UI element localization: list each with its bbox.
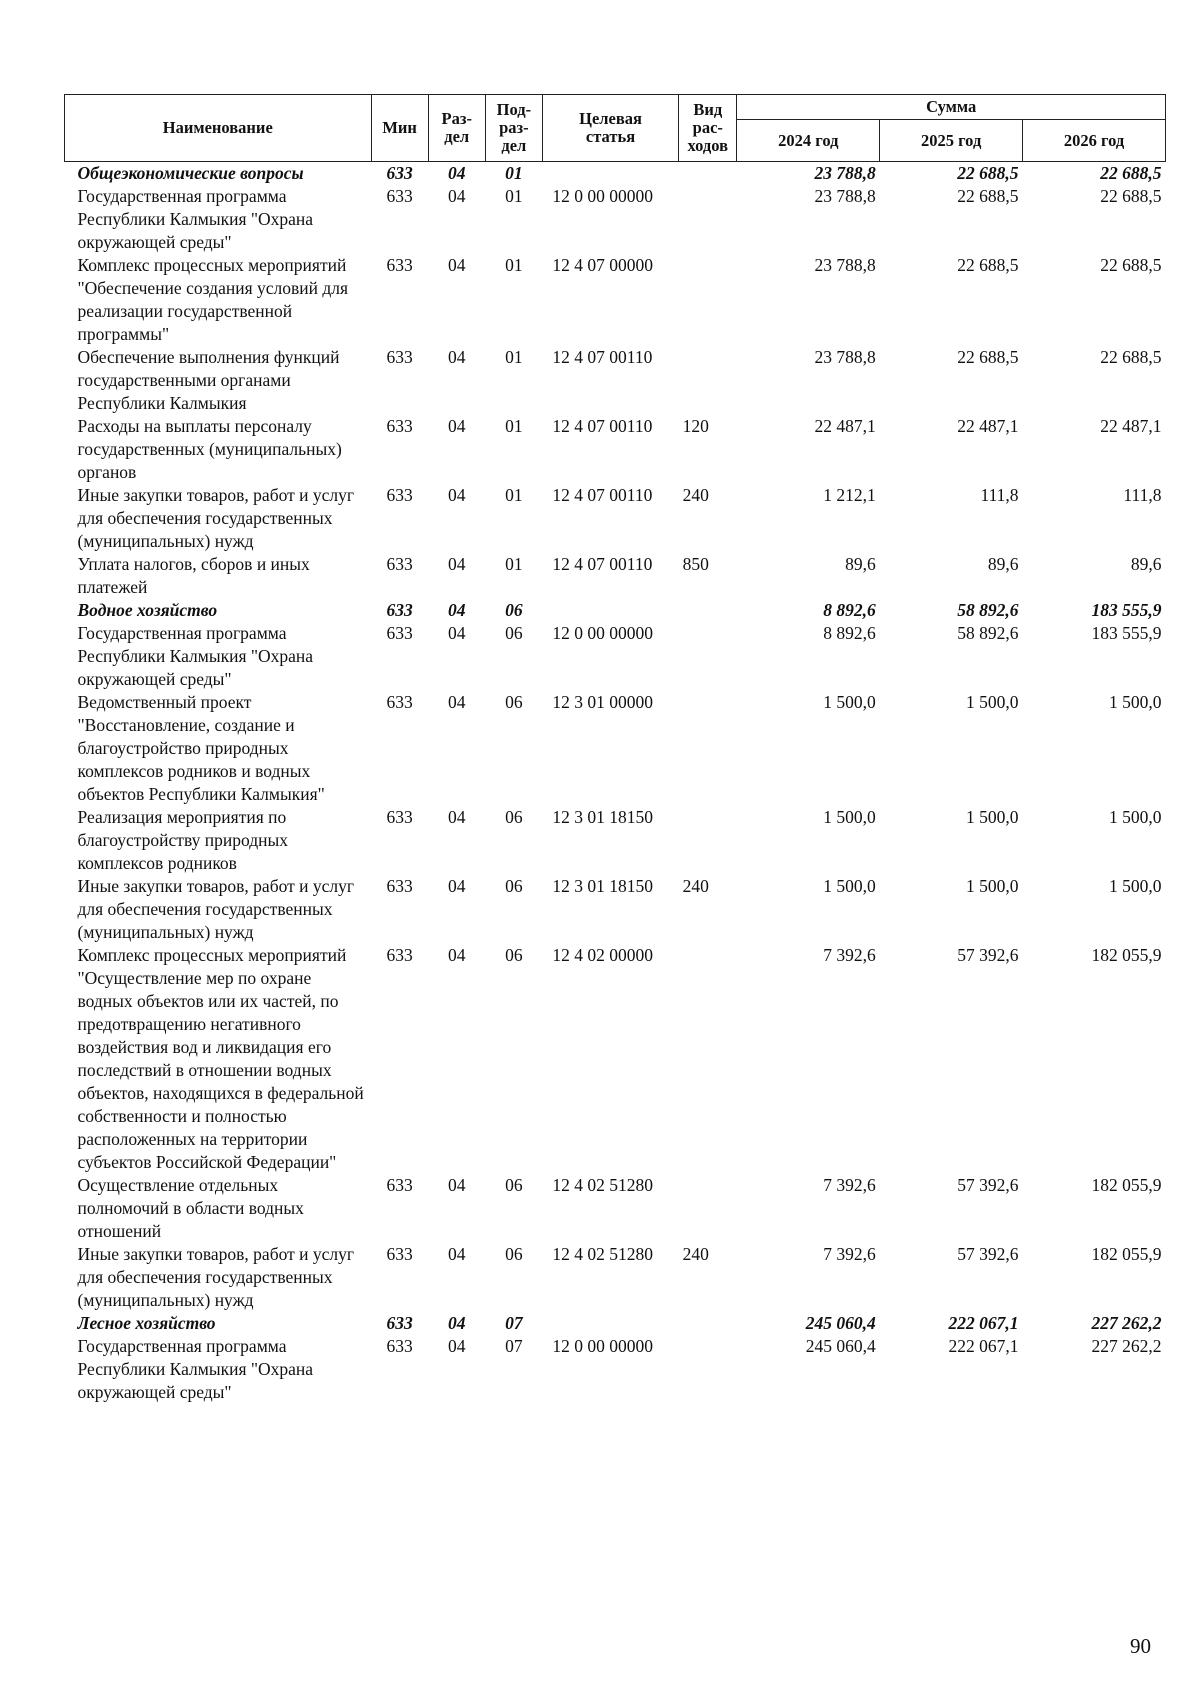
- row-podrazdel: 01: [505, 416, 523, 436]
- row-vid: [679, 162, 737, 186]
- row-name: Уплата налогов, сборов и иных платежей: [77, 554, 310, 597]
- row-target: 12 3 01 18150: [552, 876, 654, 896]
- row-name: Осуществление отдельных полномочий в области водных отношений: [77, 1175, 304, 1241]
- row-sum-2026: 1 500,0: [1109, 807, 1162, 827]
- table-row: [65, 944, 1166, 1174]
- row-podrazdel: 07: [505, 1313, 523, 1333]
- row-sum-2024: 23 788,8: [814, 186, 876, 206]
- row-podrazdel: 06: [505, 1175, 523, 1195]
- row-name: Комплекс процессных мероприятий "Осуществление мер по охране водных объектов или их частей, по предотвращению негативного воздействия вод и ликвидация его последствий в отношении водных объектов, находящихся в федеральной собственности и полностью расположенных на территории субъектов Российской Федерации": [77, 945, 364, 1172]
- row-sum-2025: 1 500,0: [966, 807, 1019, 827]
- row-target: 12 0 00 00000: [552, 623, 654, 643]
- row-sum-2024: 1 500,0: [823, 876, 876, 896]
- row-name: Лесное хозяйство: [77, 1313, 216, 1333]
- header-year-2024: 2024 год: [737, 120, 880, 162]
- row-target: 12 4 07 00000: [552, 255, 654, 275]
- row-sum-2024: 23 788,8: [814, 255, 876, 275]
- row-vid: [679, 254, 737, 346]
- row-target: 12 0 00 00000: [552, 186, 654, 206]
- row-name: Государственная программа Республики Калмыкия "Охрана окружающей среды": [77, 186, 314, 252]
- row-min: 633: [386, 1175, 413, 1195]
- table-row: [65, 875, 1166, 944]
- row-min: 633: [386, 1313, 413, 1333]
- row-vid: [679, 346, 737, 415]
- header-podrazdel: Под- раз- дел: [485, 95, 542, 162]
- row-min: 633: [386, 623, 413, 643]
- row-vid: 240: [682, 485, 709, 505]
- row-target: 12 3 01 00000: [552, 692, 654, 712]
- row-name: Государственная программа Республики Калмыкия "Охрана окружающей среды": [77, 623, 314, 689]
- header-sum: Сумма: [737, 95, 1166, 120]
- row-target: [542, 162, 678, 186]
- row-min: 633: [386, 692, 413, 712]
- row-vid: [679, 599, 737, 622]
- row-sum-2026: 22 688,5: [1100, 347, 1162, 367]
- row-sum-2024: 23 788,8: [814, 163, 876, 183]
- row-sum-2024: 7 392,6: [823, 1175, 876, 1195]
- row-sum-2024: 7 392,6: [823, 945, 876, 965]
- row-target: 12 4 02 51280: [552, 1244, 654, 1264]
- row-target: 12 4 07 00110: [552, 347, 653, 367]
- row-min: 633: [386, 876, 413, 896]
- row-vid: 850: [682, 554, 709, 574]
- row-target: 12 4 02 51280: [552, 1175, 654, 1195]
- row-sum-2025: 58 892,6: [957, 623, 1019, 643]
- row-podrazdel: 01: [505, 554, 523, 574]
- row-sum-2024: 245 060,4: [805, 1313, 876, 1333]
- section-row: [65, 599, 1166, 622]
- row-sum-2024: 8 892,6: [823, 623, 876, 643]
- row-razdel: 04: [447, 876, 466, 896]
- table-body: [65, 162, 1166, 1405]
- row-sum-2025: 57 392,6: [957, 945, 1019, 965]
- row-sum-2026: 182 055,9: [1091, 945, 1162, 965]
- row-sum-2026: 182 055,9: [1091, 1175, 1162, 1195]
- row-podrazdel: 06: [505, 1244, 523, 1264]
- table-row: [65, 1174, 1166, 1243]
- row-target: [542, 599, 678, 622]
- row-target: 12 4 02 00000: [552, 945, 654, 965]
- row-razdel: 04: [447, 807, 466, 827]
- row-podrazdel: 01: [505, 186, 523, 206]
- table-row: [65, 691, 1166, 806]
- row-podrazdel: 06: [505, 807, 523, 827]
- row-name: Иные закупки товаров, работ и услуг для обеспечения государственных (муниципальных) нужд: [77, 1244, 355, 1310]
- row-sum-2024: 1 500,0: [823, 692, 876, 712]
- row-name: Государственная программа Республики Калмыкия "Охрана окружающей среды": [77, 1336, 314, 1402]
- row-min: 633: [386, 186, 413, 206]
- row-sum-2026: 22 688,5: [1100, 163, 1162, 183]
- row-sum-2026: 22 688,5: [1100, 255, 1162, 275]
- table-row: [65, 346, 1166, 415]
- row-min: 633: [386, 807, 413, 827]
- row-sum-2024: 7 392,6: [823, 1244, 876, 1264]
- row-razdel: 04: [447, 163, 466, 183]
- row-min: 633: [386, 163, 413, 183]
- section-row: [65, 162, 1166, 186]
- row-podrazdel: 01: [505, 485, 523, 505]
- row-target: [542, 1312, 678, 1335]
- row-sum-2025: 22 688,5: [957, 255, 1019, 275]
- row-sum-2025: 89,6: [987, 554, 1019, 574]
- row-min: 633: [386, 416, 413, 436]
- row-razdel: 04: [447, 1336, 466, 1356]
- row-name: Расходы на выплаты персоналу государственных (муниципальных) органов: [77, 416, 342, 482]
- row-name: Ведомственный проект "Восстановление, создание и благоустройство природных комплексов родников и водных объектов Республики Калмыкия": [77, 692, 325, 804]
- row-name: Реализация мероприятия по благоустройству природных комплексов родников: [77, 807, 288, 873]
- row-sum-2025: 22 688,5: [957, 163, 1019, 183]
- row-sum-2024: 245 060,4: [805, 1336, 876, 1356]
- row-min: 633: [386, 554, 413, 574]
- row-vid: [679, 691, 737, 806]
- row-sum-2026: 1 500,0: [1109, 876, 1162, 896]
- table-row: [65, 806, 1166, 875]
- row-vid: [679, 1312, 737, 1335]
- row-sum-2025: 111,8: [980, 485, 1019, 505]
- row-sum-2024: 1 212,1: [823, 485, 876, 505]
- row-min: 633: [386, 600, 413, 620]
- row-vid: [679, 1174, 737, 1243]
- row-target: 12 4 07 00110: [552, 416, 653, 436]
- row-sum-2026: 22 688,5: [1100, 186, 1162, 206]
- header-min: Мин: [371, 95, 428, 162]
- row-razdel: 04: [447, 600, 466, 620]
- row-sum-2025: 222 067,1: [948, 1336, 1019, 1356]
- row-sum-2026: 22 487,1: [1100, 416, 1162, 436]
- row-sum-2025: 22 487,1: [957, 416, 1019, 436]
- row-razdel: 04: [447, 1244, 466, 1264]
- row-podrazdel: 01: [505, 163, 523, 183]
- row-target: 12 4 07 00110: [552, 554, 653, 574]
- row-sum-2026: 89,6: [1130, 554, 1162, 574]
- row-name: Водное хозяйство: [77, 600, 218, 620]
- row-sum-2025: 57 392,6: [957, 1244, 1019, 1264]
- row-sum-2024: 8 892,6: [823, 600, 876, 620]
- row-vid: [679, 622, 737, 691]
- header-vid: Вид рас- ходов: [679, 95, 737, 162]
- header-razdel: Раз- дел: [428, 95, 485, 162]
- row-podrazdel: 06: [505, 945, 523, 965]
- row-podrazdel: 06: [505, 876, 523, 896]
- row-vid: 240: [682, 876, 709, 896]
- row-podrazdel: 07: [505, 1336, 523, 1356]
- row-name: Комплекс процессных мероприятий "Обеспечение создания условий для реализации государственной программы": [77, 255, 349, 344]
- row-podrazdel: 01: [505, 255, 523, 275]
- row-min: 633: [386, 255, 413, 275]
- row-razdel: 04: [447, 554, 466, 574]
- row-razdel: 04: [447, 186, 466, 206]
- row-sum-2025: 22 688,5: [957, 347, 1019, 367]
- row-target: 12 4 07 00110: [552, 485, 653, 505]
- row-sum-2024: 1 500,0: [823, 807, 876, 827]
- row-podrazdel: 06: [505, 623, 523, 643]
- row-sum-2026: 1 500,0: [1109, 692, 1162, 712]
- row-podrazdel: 06: [505, 600, 523, 620]
- row-razdel: 04: [447, 623, 466, 643]
- row-sum-2025: 57 392,6: [957, 1175, 1019, 1195]
- row-min: 633: [386, 945, 413, 965]
- table-row: [65, 185, 1166, 254]
- row-vid: [679, 1335, 737, 1404]
- row-vid: [679, 944, 737, 1174]
- row-razdel: 04: [447, 692, 466, 712]
- budget-table: [64, 94, 1166, 1404]
- row-sum-2026: 183 555,9: [1091, 600, 1162, 620]
- row-sum-2025: 1 500,0: [966, 692, 1019, 712]
- row-sum-2025: 222 067,1: [948, 1313, 1019, 1333]
- row-razdel: 04: [447, 347, 466, 367]
- row-sum-2024: 22 487,1: [814, 416, 876, 436]
- row-sum-2024: 89,6: [845, 554, 876, 574]
- row-razdel: 04: [447, 485, 466, 505]
- header-name: Наименование: [65, 95, 372, 162]
- table-row: [65, 415, 1166, 484]
- row-target: 12 0 00 00000: [552, 1336, 654, 1356]
- row-razdel: 04: [447, 255, 466, 275]
- section-row: [65, 1312, 1166, 1335]
- row-vid: [679, 806, 737, 875]
- row-min: 633: [386, 485, 413, 505]
- header-year-2026: 2026 год: [1023, 120, 1166, 162]
- row-sum-2025: 58 892,6: [957, 600, 1019, 620]
- table-row: [65, 1243, 1166, 1312]
- row-sum-2026: 111,8: [1123, 485, 1162, 505]
- row-sum-2025: 22 688,5: [957, 186, 1019, 206]
- row-name: Иные закупки товаров, работ и услуг для обеспечения государственных (муниципальных) нужд: [77, 876, 355, 942]
- row-vid: 240: [682, 1244, 709, 1264]
- row-vid: 120: [682, 416, 709, 436]
- header-year-2025: 2025 год: [880, 120, 1023, 162]
- row-sum-2026: 227 262,2: [1091, 1313, 1162, 1333]
- row-razdel: 04: [447, 945, 466, 965]
- row-sum-2025: 1 500,0: [966, 876, 1019, 896]
- table-row: [65, 553, 1166, 599]
- table-row: [65, 484, 1166, 553]
- row-sum-2026: 227 262,2: [1091, 1336, 1162, 1356]
- row-vid: [679, 185, 737, 254]
- row-sum-2024: 23 788,8: [814, 347, 876, 367]
- row-razdel: 04: [447, 1313, 466, 1333]
- row-target: 12 3 01 18150: [552, 807, 654, 827]
- row-podrazdel: 01: [505, 347, 523, 367]
- row-podrazdel: 06: [505, 692, 523, 712]
- row-sum-2026: 183 555,9: [1091, 623, 1162, 643]
- table-row: [65, 254, 1166, 346]
- row-sum-2026: 182 055,9: [1091, 1244, 1162, 1264]
- row-min: 633: [386, 1244, 413, 1264]
- row-min: 633: [386, 1336, 413, 1356]
- header-target: Целевая статья: [542, 95, 678, 162]
- row-min: 633: [386, 347, 413, 367]
- row-razdel: 04: [447, 416, 466, 436]
- table-row: [65, 622, 1166, 691]
- row-razdel: 04: [447, 1175, 466, 1195]
- row-name: Обеспечение выполнения функций государственными органами Республики Калмыкия: [77, 347, 340, 413]
- row-name: Иные закупки товаров, работ и услуг для обеспечения государственных (муниципальных) нужд: [77, 485, 355, 551]
- page-number: 90: [1130, 1634, 1151, 1658]
- table-row: [65, 1335, 1166, 1404]
- row-name: Общеэкономические вопросы: [77, 163, 304, 183]
